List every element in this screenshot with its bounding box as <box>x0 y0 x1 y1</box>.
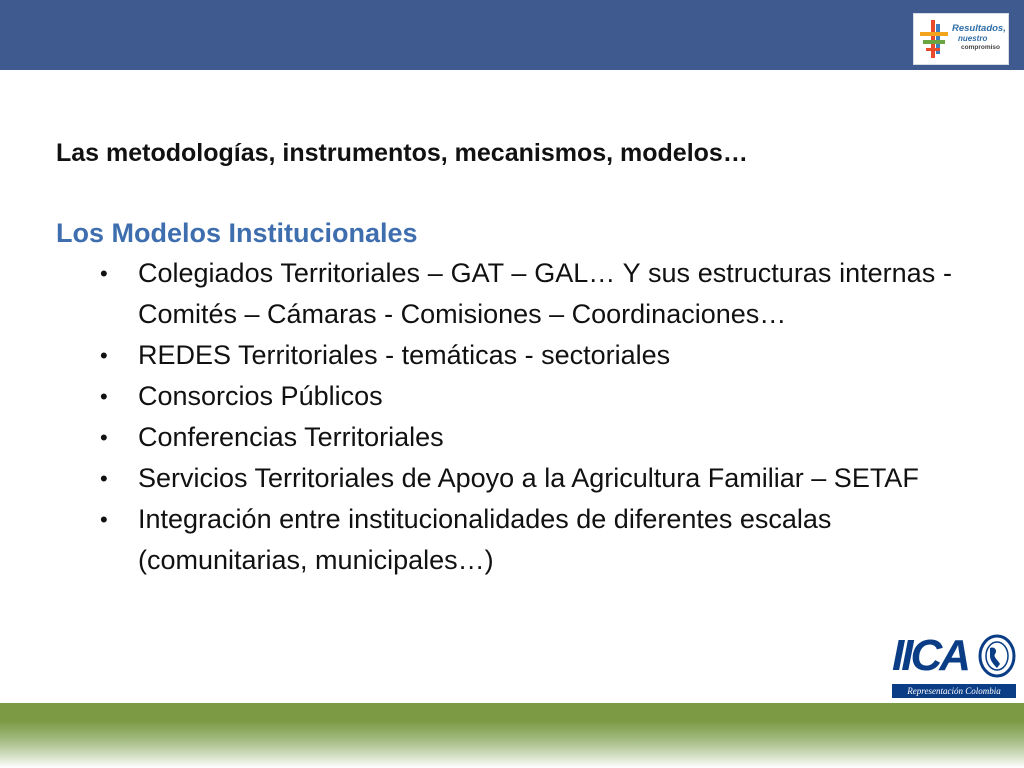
bullet-icon: • <box>100 343 108 368</box>
list-item <box>56 253 952 335</box>
iica-logo-caption: Representación Colombia <box>892 684 1016 698</box>
bullet-icon: • <box>100 466 108 491</box>
resultados-logo <box>913 13 1009 65</box>
bullet-icon: • <box>100 384 108 409</box>
slide-content <box>56 133 952 581</box>
iica-logo <box>888 628 1020 702</box>
list-item <box>56 458 952 499</box>
list-item-text: REDES Territoriales - temáticas - sectoriales <box>138 340 671 370</box>
bullet-list <box>56 253 952 581</box>
logo-text-line3: compromiso <box>961 44 1001 51</box>
slide-subtitle: Los Modelos Institucionales <box>56 218 418 248</box>
header-bar <box>0 0 1024 70</box>
globe-icon <box>978 634 1016 678</box>
logo-text-line2: nuestro <box>958 34 988 43</box>
slide-intro-heading: Las metodologías, instrumentos, mecanismos, modelos… <box>56 139 748 167</box>
bullet-icon: • <box>100 425 108 450</box>
cross-logo-icon <box>920 20 948 58</box>
list-item <box>56 376 952 417</box>
bullet-icon: • <box>100 261 108 286</box>
list-item-text: Colegiados Territoriales – GAT – GAL… Y sus estructuras internas - Comités – Cámaras - Comisiones – Coordinaciones… <box>138 258 952 329</box>
list-item-text: Servicios Territoriales de Apoyo a la Agricultura Familiar – SETAF <box>138 463 919 493</box>
list-item-text: Consorcios Públicos <box>138 381 383 411</box>
list-item <box>56 499 952 581</box>
iica-logo-letters: IICA <box>892 631 968 680</box>
list-item-text: Conferencias Territoriales <box>138 422 444 452</box>
logo-text-line1: Resultados, <box>952 23 1006 34</box>
bullet-icon: • <box>100 507 108 532</box>
list-item <box>56 335 952 376</box>
list-item <box>56 417 952 458</box>
footer-bar <box>0 703 1024 768</box>
list-item-text: Integración entre institucionalidades de diferentes escalas (comunitarias, municipales…) <box>138 504 832 575</box>
